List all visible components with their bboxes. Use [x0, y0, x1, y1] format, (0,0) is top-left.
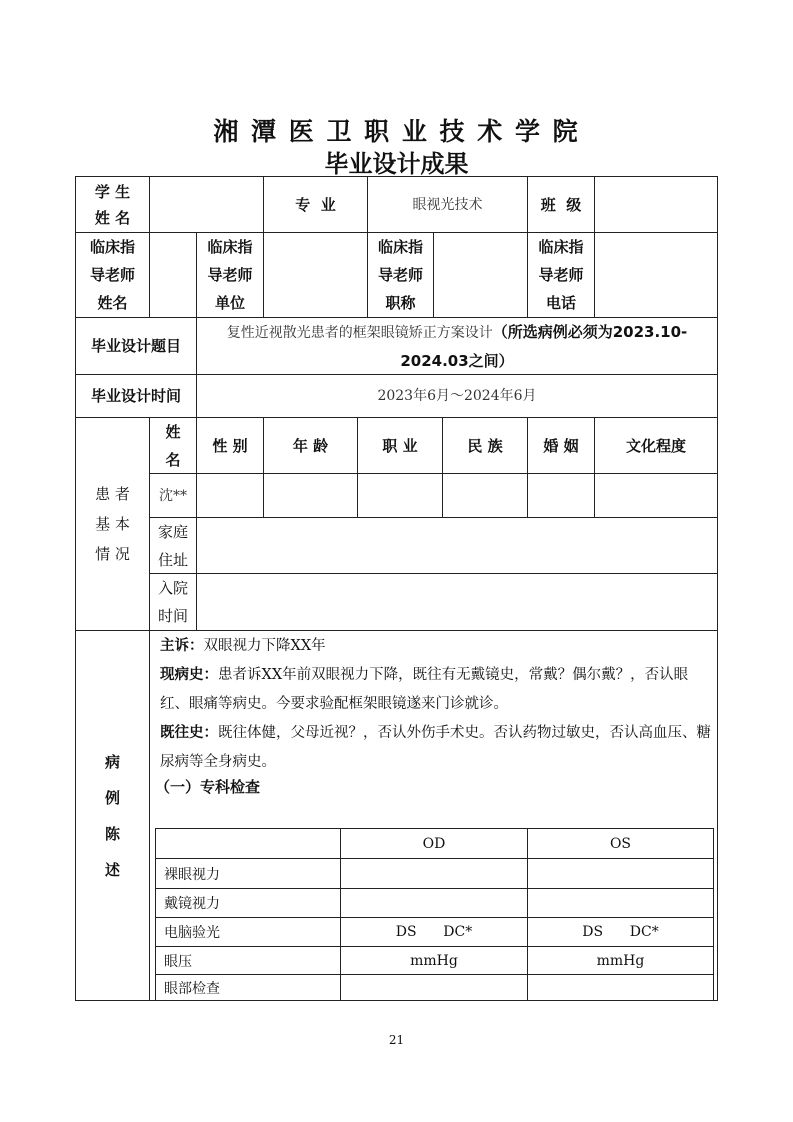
exam-cell-od[interactable]: DS DC*: [340, 917, 528, 947]
time-value: 2023年6月～2024年6月: [196, 374, 718, 418]
exam-cell-od[interactable]: [340, 974, 528, 1001]
patient-header-education: 文化程度: [594, 417, 718, 474]
advisor-phone-label: 临床指 导老师 电话: [527, 232, 595, 318]
patient-header-ethnicity: 民 族: [442, 417, 528, 474]
advisor-unit-label: 临床指 导老师 单位: [196, 232, 264, 318]
patient-occupation-value[interactable]: [357, 473, 443, 518]
past-text: 既往体健，父母近视？，否认外伤手术史。否认药物过敏史，否认高血压、糖尿病等全身病史。: [160, 725, 711, 770]
exam-header-os: OS: [527, 828, 714, 859]
present-label: 现病史：: [160, 667, 218, 683]
patient-header-gender: 性 别: [196, 417, 264, 474]
admit-value[interactable]: [196, 573, 718, 631]
patient-header-marital: 婚 姻: [527, 417, 595, 474]
exam-cell-os[interactable]: [527, 974, 714, 1001]
class-label: 班 级: [527, 176, 595, 233]
school-title: 湘 潭 医 卫 职 业 技 术 学 院: [213, 117, 580, 146]
chief-label: 主诉：: [160, 638, 204, 654]
exam-cell-os[interactable]: [527, 888, 714, 918]
case-section-label: 病 例 陈 述: [75, 630, 150, 1001]
advisor-unit-value[interactable]: [263, 232, 368, 318]
exam-cell-od[interactable]: [340, 888, 528, 918]
address-label: 家庭 住址: [149, 517, 197, 574]
advisor-name-label: 临床指 导老师 姓名: [75, 232, 150, 318]
document-subtitle: 毕业设计成果: [324, 150, 469, 178]
patient-ethnicity-value[interactable]: [442, 473, 528, 518]
topic-label: 毕业设计题目: [75, 317, 197, 375]
topic-value: [196, 317, 718, 375]
major-value: 眼视光技术: [367, 176, 528, 233]
exam-header-od: OD: [340, 828, 528, 859]
exam-cell-label: 裸眼视力: [155, 858, 341, 889]
topic-text: 复性近视散光患者的框架眼镜矫正方案设计: [226, 324, 493, 341]
advisor-name-value[interactable]: [149, 232, 197, 318]
past-history: [160, 719, 716, 777]
class-value[interactable]: [594, 176, 718, 233]
exam-cell-label: 戴镜视力: [155, 888, 341, 918]
exam-cell-label: 眼压: [155, 946, 341, 975]
time-label: 毕业设计时间: [75, 374, 197, 418]
patient-header-age: 年 龄: [263, 417, 358, 474]
admit-label: 入院 时间: [149, 573, 197, 631]
advisor-title-label: 临床指 导老师 职称: [367, 232, 434, 318]
exam-title: （一）专科检查: [155, 778, 261, 796]
student-name-value[interactable]: [149, 176, 264, 233]
exam-cell-os[interactable]: mmHg: [527, 946, 714, 975]
exam-cell-os[interactable]: [527, 858, 714, 889]
patient-section-label: 患 者 基 本 情 况: [75, 417, 150, 631]
exam-cell-od[interactable]: mmHg: [340, 946, 528, 975]
exam-header-blank: [155, 828, 341, 859]
address-value[interactable]: [196, 517, 718, 574]
patient-header-occupation: 职 业: [357, 417, 443, 474]
page-number: 21: [388, 1033, 405, 1047]
exam-cell-od[interactable]: [340, 858, 528, 889]
student-name-label: 学 生 姓 名: [75, 176, 150, 233]
patient-marital-value[interactable]: [527, 473, 595, 518]
patient-gender-value[interactable]: [196, 473, 264, 518]
past-label: 既往史：: [160, 725, 218, 741]
exam-cell-os[interactable]: DS DC*: [527, 917, 714, 947]
chief-text: 双眼视力下降XX年: [203, 638, 326, 654]
chief-complaint: [160, 632, 716, 661]
topic-note: （所选病例必须为2023.10-2024.03之间）: [400, 322, 688, 370]
major-label: 专 业: [263, 176, 368, 233]
advisor-title-value[interactable]: [433, 232, 528, 318]
present-text: 患者诉XX年前双眼视力下降，既往有无戴镜史，常戴？偶尔戴？，否认眼红、眼痛等病史。今要求验配框架眼镜遂来门诊就诊。: [160, 667, 689, 712]
exam-cell-label: 眼部检查: [155, 974, 341, 1001]
advisor-phone-value[interactable]: [594, 232, 718, 318]
patient-education-value[interactable]: [594, 473, 718, 518]
exam-cell-label: 电脑验光: [155, 917, 341, 947]
patient-header-name: 姓 名: [149, 417, 197, 474]
present-history: [160, 661, 716, 719]
patient-age-value[interactable]: [263, 473, 358, 518]
patient-name-value: 沈**: [149, 473, 197, 518]
